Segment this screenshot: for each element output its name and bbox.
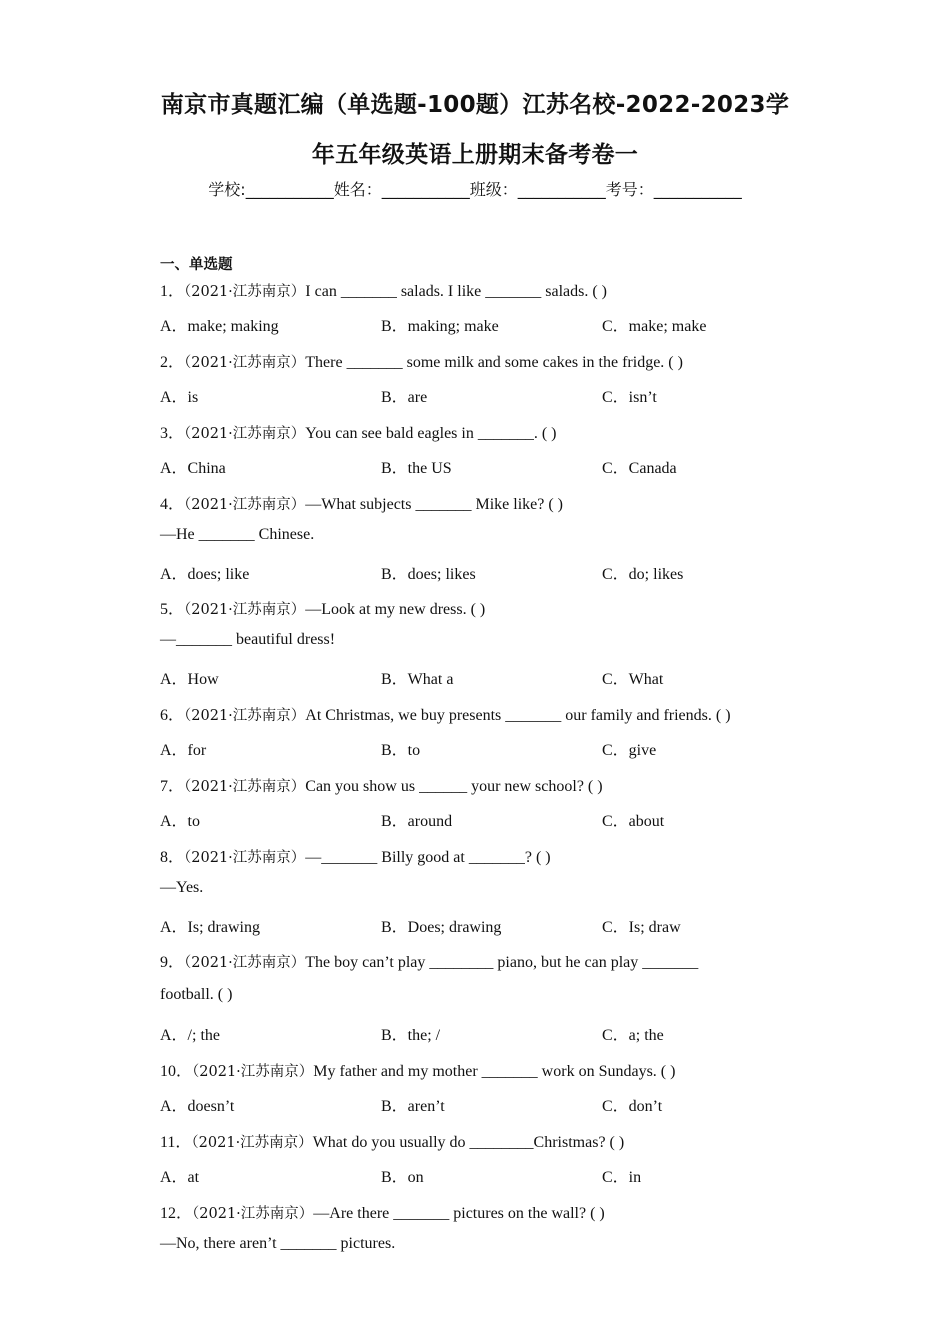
option-b: B．around (381, 813, 453, 830)
student-info-line: 学校:___________姓名：___________班级：___________考号：___________ (208, 180, 742, 199)
title-line-1: 南京市真题汇编（单选题-100题）江苏名校-2022-2023学 (160, 92, 790, 118)
option-a: A．/; the (160, 1027, 220, 1044)
option-b: B．the; / (381, 1027, 441, 1044)
option-c: C．in (602, 1169, 642, 1186)
question-stem: 3．（2021·江苏南京）You can see bald eagles in _______. ( ) (160, 425, 557, 442)
option-a: A．is (160, 389, 199, 406)
question-stem: 6．（2021·江苏南京）At Christmas, we buy presents _______ our family and friends. ( ) (160, 707, 731, 724)
option-b: B．What a (381, 671, 454, 688)
question-continuation: —No, there aren’t _______ pictures. (160, 1235, 396, 1252)
option-c: C．give (602, 742, 657, 759)
question-stem: 11．（2021·江苏南京）What do you usually do ________Christmas? ( ) (160, 1134, 625, 1151)
option-a: A．for (160, 742, 207, 759)
option-a: A．doesn’t (160, 1098, 235, 1115)
option-c: C．Canada (602, 460, 677, 477)
question-continuation: —Yes. (160, 879, 204, 896)
option-b: B．making; make (381, 318, 499, 335)
option-b: B．does; likes (381, 566, 476, 583)
option-a: A．at (160, 1169, 200, 1186)
option-c: C．a; the (602, 1027, 664, 1044)
question-stem: 5．（2021·江苏南京）—Look at my new dress. ( ) (160, 601, 486, 618)
option-a: A．to (160, 813, 201, 830)
title-line-2: 年五年级英语上册期末备考卷一 (311, 142, 639, 168)
option-c: C．Is; draw (602, 919, 681, 936)
question-stem: 4．（2021·江苏南京）—What subjects _______ Mike like? ( ) (160, 496, 563, 513)
question-continuation: football. ( ) (160, 986, 233, 1003)
question-stem: 7．（2021·江苏南京）Can you show us ______ your new school? ( ) (160, 778, 603, 795)
option-c: C．make; make (602, 318, 707, 335)
option-b: B．Does; drawing (381, 919, 502, 936)
option-b: B．on (381, 1169, 424, 1186)
option-a: A．Is; drawing (160, 919, 260, 936)
question-stem: 10．（2021·江苏南京）My father and my mother _______ work on Sundays. ( ) (160, 1063, 676, 1080)
option-a: A．does; like (160, 566, 250, 583)
option-b: B．are (381, 389, 428, 406)
question-stem: 2．（2021·江苏南京）There _______ some milk and some cakes in the fridge. ( ) (160, 354, 683, 371)
section-title: 一、单选题 (160, 257, 233, 273)
question-continuation: —_______ beautiful dress! (160, 631, 336, 648)
question-continuation: —He _______ Chinese. (160, 526, 315, 543)
question-stem: 12．（2021·江苏南京）—Are there _______ pictures on the wall? ( ) (160, 1205, 605, 1222)
question-stem: 8．（2021·江苏南京）—_______ Billy good at _______? ( ) (160, 849, 551, 866)
option-b: B．to (381, 742, 421, 759)
option-a: A．make; making (160, 318, 279, 335)
option-b: B．aren’t (381, 1098, 445, 1115)
option-c: C．isn’t (602, 389, 657, 406)
option-c: C．don’t (602, 1098, 663, 1115)
option-c: C．What (602, 671, 664, 688)
option-a: A．China (160, 460, 226, 477)
option-b: B．the US (381, 460, 452, 477)
question-stem: 1．（2021·江苏南京）I can _______ salads. I like _______ salads. ( ) (160, 283, 607, 300)
option-c: C．about (602, 813, 665, 830)
option-a: A．How (160, 671, 219, 688)
option-c: C．do; likes (602, 566, 684, 583)
question-stem: 9．（2021·江苏南京）The boy can’t play ________ piano, but he can play _______ (160, 954, 699, 971)
